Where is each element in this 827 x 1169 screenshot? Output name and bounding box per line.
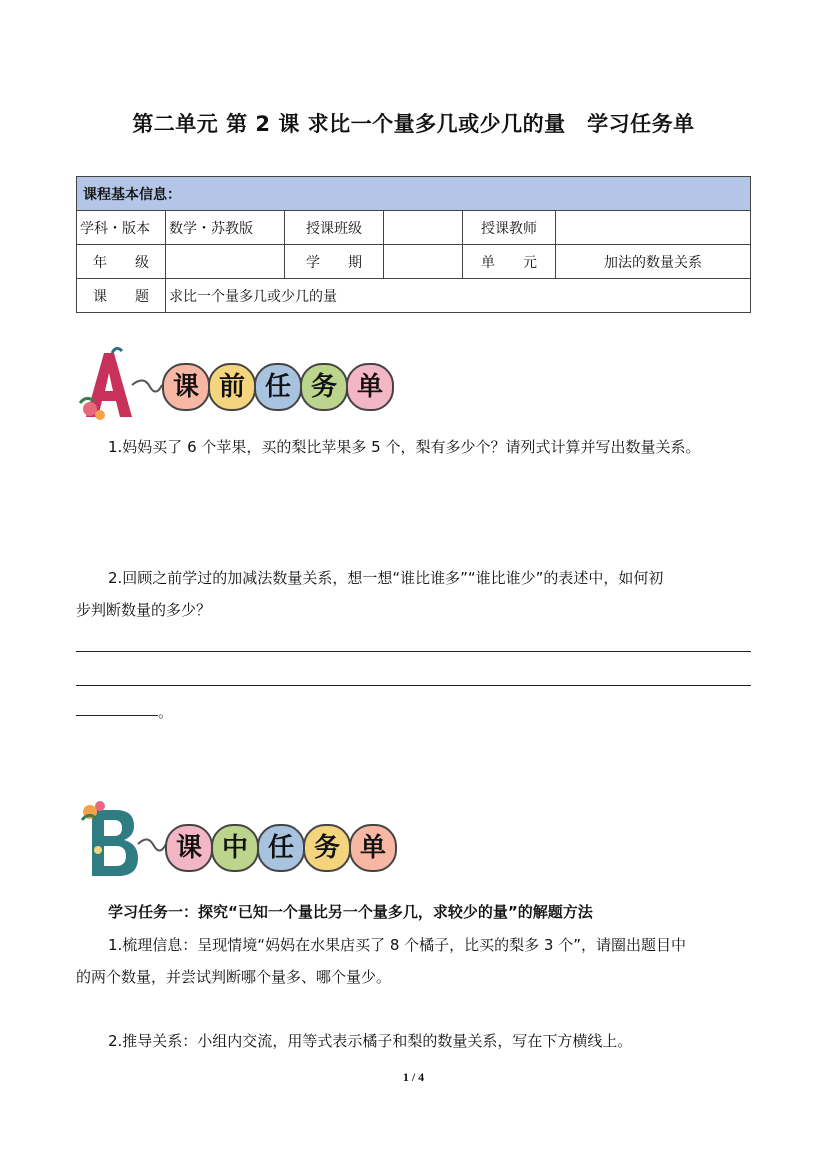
grade-value [166, 245, 285, 279]
pre-question-2-line2: 步判断数量的多少？ [76, 601, 212, 619]
task-1-item-1-line1: 1.梳理信息：呈现情境“妈妈在水果店买了 8 个橘子，比买的梨多 3 个”，请圈出题目中 [108, 936, 687, 954]
class-value [384, 211, 463, 245]
bubble-b-1: 中 [211, 824, 259, 872]
class-label: 授课班级 [285, 211, 384, 245]
bubble-a-2: 任 [254, 363, 302, 411]
bubble-b-0: 课 [165, 824, 213, 872]
answer-line-3[interactable] [76, 715, 158, 716]
bubble-b-3: 务 [303, 824, 351, 872]
teacher-value [556, 211, 751, 245]
answer-line-1[interactable] [76, 651, 751, 652]
subject-value: 数学・苏教版 [166, 211, 285, 245]
bubble-a-4: 单 [346, 363, 394, 411]
pre-question-2-line1: 2.回顾之前学过的加减法数量关系，想一想“谁比谁多”“谁比谁少”的表述中，如何初 [108, 569, 664, 587]
bubble-a-1: 前 [208, 363, 256, 411]
bubble-a-3: 务 [300, 363, 348, 411]
in-class-title [165, 824, 405, 874]
table-header: 课程基本信息： [77, 177, 751, 211]
pre-question-1: 1.妈妈买了 6 个苹果，买的梨比苹果多 5 个，梨有多少个？请列式计算并写出数量关系。 [108, 438, 701, 456]
page-number: 1 / 4 [402, 1070, 425, 1084]
bubble-b-4: 单 [349, 824, 397, 872]
unit-value: 加法的数量关系 [556, 245, 751, 279]
term-value [384, 245, 463, 279]
topic-label: 课 题 [77, 279, 166, 313]
teacher-label: 授课教师 [463, 211, 556, 245]
answer-line-2[interactable] [76, 685, 751, 686]
unit-label: 单 元 [463, 245, 556, 279]
answer-end-period: 。 [158, 703, 174, 721]
course-info-table [76, 176, 751, 313]
subject-label: 学科・版本 [77, 211, 166, 245]
task-1-item-2: 2.推导关系：小组内交流，用等式表示橘子和梨的数量关系，写在下方横线上。 [108, 1032, 633, 1050]
pre-class-title [162, 363, 402, 413]
bubble-b-2: 任 [257, 824, 305, 872]
task-1-item-1-line2: 的两个数量，并尝试判断哪个量多、哪个量少。 [76, 968, 392, 986]
task-1-title: 学习任务一：探究“已知一个量比另一个量多几，求较少的量”的解题方法 [108, 903, 593, 921]
topic-value: 求比一个量多几或少几的量 [166, 279, 751, 313]
term-label: 学 期 [285, 245, 384, 279]
grade-label: 年 级 [77, 245, 166, 279]
bubble-a-0: 课 [162, 363, 210, 411]
page-title: 第二单元 第 2 课 求比一个量多几或少几的量 学习任务单 [132, 112, 695, 136]
